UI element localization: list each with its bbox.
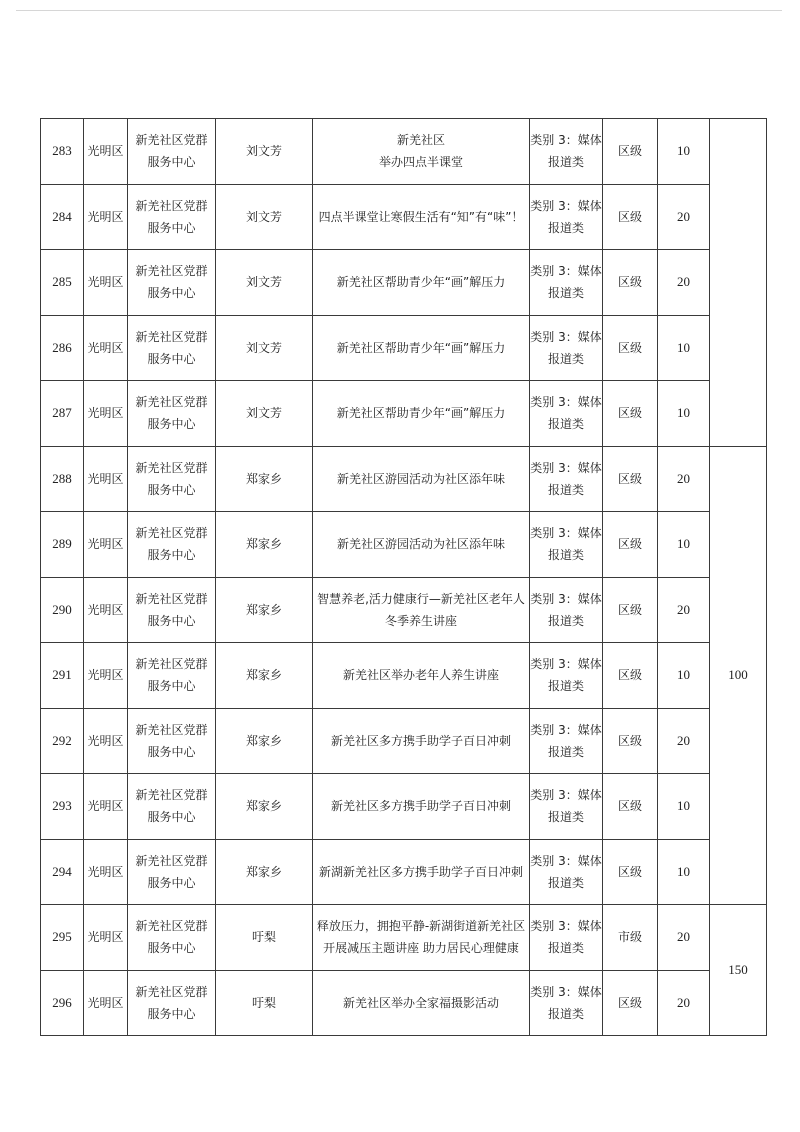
scan-top-rule: [16, 10, 782, 11]
title-cell-line: 新羌社区多方携手助学子百日冲刺: [330, 799, 511, 814]
score-cell: 20: [658, 970, 710, 1036]
unit-cell-line: 服务中心: [147, 744, 196, 759]
title-cell-line: 四点半课堂让寒假生活有“知”有“味”！: [318, 209, 524, 224]
category-cell-line: 报道类: [547, 810, 584, 825]
category-cell: [530, 315, 603, 381]
unit-cell-line: 服务中心: [147, 613, 196, 628]
category-cell-line: 类别 3：媒体: [530, 133, 602, 148]
district-cell: 光明区: [84, 577, 128, 643]
title-cell-line: 新羌社区举办全家福摄影活动: [342, 995, 499, 1010]
unit-cell-line: 服务中心: [147, 482, 196, 497]
unit-cell-line: 新羌社区党群: [135, 591, 208, 606]
score-cell: 20: [658, 708, 710, 774]
title-cell: [313, 905, 530, 971]
district-cell: 光明区: [84, 708, 128, 774]
category-cell: [530, 577, 603, 643]
category-cell-line: 类别 3：媒体: [530, 984, 602, 999]
unit-cell: [128, 643, 216, 709]
table-row: [41, 512, 767, 578]
unit-cell-line: 新羌社区党群: [135, 329, 208, 344]
person-cell: 刘文芳: [216, 381, 313, 447]
title-cell-line: 智慧养老,活力健康行—新羌社区老年人: [317, 591, 525, 606]
title-cell-line: 开展减压主题讲座 助力居民心理健康: [323, 941, 519, 956]
title-cell-line: 新羌社区帮助青少年“画”解压力: [336, 340, 506, 355]
score-cell: 10: [658, 381, 710, 447]
person-cell: 刘文芳: [216, 250, 313, 316]
district-cell: 光明区: [84, 512, 128, 578]
district-cell: 光明区: [84, 774, 128, 840]
level-cell: 区级: [603, 381, 658, 447]
unit-cell-line: 新羌社区党群: [135, 788, 208, 803]
person-cell: 郑家乡: [216, 512, 313, 578]
level-cell: 区级: [603, 708, 658, 774]
row-number: 290: [41, 577, 84, 643]
group-total-cell: 150: [710, 905, 767, 1036]
table-row: [41, 446, 767, 512]
unit-cell-line: 服务中心: [147, 941, 196, 956]
level-cell: 区级: [603, 512, 658, 578]
level-cell: 区级: [603, 839, 658, 905]
row-number: 295: [41, 905, 84, 971]
category-cell-line: 类别 3：媒体: [530, 395, 602, 410]
unit-cell-line: 新羌社区党群: [135, 722, 208, 737]
level-cell: 区级: [603, 774, 658, 840]
person-cell: 郑家乡: [216, 446, 313, 512]
title-cell: [313, 315, 530, 381]
unit-cell-line: 服务中心: [147, 875, 196, 890]
title-cell: [313, 381, 530, 447]
category-cell-line: 类别 3：媒体: [530, 919, 602, 934]
table-row: [41, 250, 767, 316]
category-cell-line: 报道类: [547, 548, 584, 563]
category-cell-line: 类别 3：媒体: [530, 657, 602, 672]
row-number: 284: [41, 184, 84, 250]
score-cell: 10: [658, 119, 710, 185]
person-cell: 吁梨: [216, 905, 313, 971]
unit-cell-line: 新羌社区党群: [135, 919, 208, 934]
category-cell: [530, 774, 603, 840]
category-cell-line: 报道类: [547, 155, 584, 170]
level-cell: 区级: [603, 446, 658, 512]
unit-cell-line: 服务中心: [147, 417, 196, 432]
row-number: 285: [41, 250, 84, 316]
table-row: [41, 708, 767, 774]
group-total-cell: 100: [710, 446, 767, 905]
category-cell: [530, 184, 603, 250]
row-number: 291: [41, 643, 84, 709]
unit-cell-line: 服务中心: [147, 679, 196, 694]
score-cell: 20: [658, 905, 710, 971]
category-cell: [530, 708, 603, 774]
unit-cell: [128, 577, 216, 643]
score-cell: 10: [658, 512, 710, 578]
title-cell: [313, 119, 530, 185]
row-number: 287: [41, 381, 84, 447]
unit-cell: [128, 250, 216, 316]
title-cell: [313, 577, 530, 643]
category-cell: [530, 446, 603, 512]
title-cell-line: 新羌社区多方携手助学子百日冲刺: [330, 733, 511, 748]
unit-cell-line: 服务中心: [147, 548, 196, 563]
category-cell-line: 报道类: [547, 613, 584, 628]
category-cell-line: 报道类: [547, 286, 584, 301]
row-number: 288: [41, 446, 84, 512]
row-number: 286: [41, 315, 84, 381]
title-cell: [313, 774, 530, 840]
unit-cell: [128, 184, 216, 250]
unit-cell-line: 服务中心: [147, 1006, 196, 1021]
unit-cell: [128, 839, 216, 905]
category-cell-line: 类别 3：媒体: [530, 198, 602, 213]
table-row: [41, 905, 767, 971]
person-cell: 刘文芳: [216, 184, 313, 250]
unit-cell: [128, 446, 216, 512]
category-cell-line: 报道类: [547, 1006, 584, 1021]
category-cell-line: 报道类: [547, 220, 584, 235]
table-row: [41, 315, 767, 381]
unit-cell-line: 服务中心: [147, 220, 196, 235]
unit-cell: [128, 512, 216, 578]
unit-cell: [128, 708, 216, 774]
title-cell-line: 新羌社区举办老年人养生讲座: [342, 668, 499, 683]
title-cell: [313, 839, 530, 905]
category-cell-line: 类别 3：媒体: [530, 591, 602, 606]
table-row: [41, 119, 767, 185]
category-cell-line: 报道类: [547, 351, 584, 366]
title-cell-line: 新湖新羌社区多方携手助学子百日冲刺: [318, 864, 523, 879]
title-cell: [313, 643, 530, 709]
table-row: [41, 184, 767, 250]
table-row: [41, 577, 767, 643]
district-cell: 光明区: [84, 119, 128, 185]
category-cell-line: 报道类: [547, 744, 584, 759]
person-cell: 郑家乡: [216, 774, 313, 840]
district-cell: 光明区: [84, 839, 128, 905]
score-cell: 10: [658, 839, 710, 905]
table-row: [41, 643, 767, 709]
row-number: 294: [41, 839, 84, 905]
category-cell: [530, 250, 603, 316]
category-cell-line: 类别 3：媒体: [530, 329, 602, 344]
unit-cell-line: 新羌社区党群: [135, 460, 208, 475]
unit-cell: [128, 381, 216, 447]
unit-cell-line: 新羌社区党群: [135, 657, 208, 672]
unit-cell: [128, 119, 216, 185]
title-cell-line: 举办四点半课堂: [378, 155, 463, 170]
category-cell: [530, 970, 603, 1036]
level-cell: 区级: [603, 643, 658, 709]
title-cell: [313, 970, 530, 1036]
level-cell: 区级: [603, 315, 658, 381]
score-cell: 10: [658, 774, 710, 840]
title-cell: [313, 708, 530, 774]
district-cell: 光明区: [84, 446, 128, 512]
score-cell: 10: [658, 315, 710, 381]
score-cell: 20: [658, 184, 710, 250]
score-cell: 20: [658, 577, 710, 643]
row-number: 283: [41, 119, 84, 185]
category-cell-line: 报道类: [547, 679, 584, 694]
title-cell-line: 新羌社区: [396, 133, 445, 148]
records-table-body: [41, 119, 767, 1036]
title-cell-line: 新羌社区游园活动为社区添年味: [336, 471, 505, 486]
district-cell: 光明区: [84, 905, 128, 971]
row-number: 293: [41, 774, 84, 840]
district-cell: 光明区: [84, 970, 128, 1036]
unit-cell-line: 服务中心: [147, 810, 196, 825]
category-cell-line: 类别 3：媒体: [530, 853, 602, 868]
title-cell-line: 新羌社区帮助青少年“画”解压力: [336, 275, 506, 290]
unit-cell-line: 新羌社区党群: [135, 853, 208, 868]
category-cell: [530, 643, 603, 709]
unit-cell-line: 新羌社区党群: [135, 264, 208, 279]
score-cell: 10: [658, 643, 710, 709]
category-cell-line: 报道类: [547, 941, 584, 956]
table-row: [41, 381, 767, 447]
title-cell: [313, 512, 530, 578]
score-cell: 20: [658, 446, 710, 512]
table-row: [41, 970, 767, 1036]
level-cell: 市级: [603, 905, 658, 971]
category-cell: [530, 905, 603, 971]
group-total-cell: [710, 119, 767, 447]
category-cell: [530, 512, 603, 578]
unit-cell-line: 新羌社区党群: [135, 984, 208, 999]
unit-cell-line: 新羌社区党群: [135, 198, 208, 213]
title-cell: [313, 250, 530, 316]
row-number: 292: [41, 708, 84, 774]
category-cell-line: 报道类: [547, 482, 584, 497]
row-number: 289: [41, 512, 84, 578]
person-cell: 刘文芳: [216, 119, 313, 185]
level-cell: 区级: [603, 970, 658, 1036]
table-row: [41, 839, 767, 905]
district-cell: 光明区: [84, 381, 128, 447]
person-cell: 刘文芳: [216, 315, 313, 381]
level-cell: 区级: [603, 577, 658, 643]
district-cell: 光明区: [84, 250, 128, 316]
category-cell-line: 类别 3：媒体: [530, 788, 602, 803]
person-cell: 郑家乡: [216, 643, 313, 709]
category-cell-line: 类别 3：媒体: [530, 722, 602, 737]
unit-cell-line: 服务中心: [147, 286, 196, 301]
category-cell-line: 类别 3：媒体: [530, 526, 602, 541]
unit-cell-line: 新羌社区党群: [135, 526, 208, 541]
unit-cell: [128, 774, 216, 840]
person-cell: 郑家乡: [216, 839, 313, 905]
category-cell: [530, 839, 603, 905]
unit-cell-line: 服务中心: [147, 351, 196, 366]
category-cell-line: 类别 3：媒体: [530, 460, 602, 475]
category-cell: [530, 119, 603, 185]
level-cell: 区级: [603, 184, 658, 250]
title-cell-line: 冬季养生讲座: [384, 613, 457, 628]
row-number: 296: [41, 970, 84, 1036]
unit-cell-line: 新羌社区党群: [135, 133, 208, 148]
unit-cell-line: 新羌社区党群: [135, 395, 208, 410]
title-cell-line: 新羌社区帮助青少年“画”解压力: [336, 406, 506, 421]
district-cell: 光明区: [84, 184, 128, 250]
category-cell-line: 报道类: [547, 417, 584, 432]
title-cell: [313, 184, 530, 250]
level-cell: 区级: [603, 119, 658, 185]
unit-cell: [128, 315, 216, 381]
title-cell-line: 释放压力，拥抱平静-新湖街道新羌社区: [316, 919, 526, 934]
score-cell: 20: [658, 250, 710, 316]
unit-cell: [128, 905, 216, 971]
unit-cell-line: 服务中心: [147, 155, 196, 170]
district-cell: 光明区: [84, 643, 128, 709]
category-cell-line: 类别 3：媒体: [530, 264, 602, 279]
title-cell-line: 新羌社区游园活动为社区添年味: [336, 537, 505, 552]
title-cell: [313, 446, 530, 512]
person-cell: 吁梨: [216, 970, 313, 1036]
unit-cell: [128, 970, 216, 1036]
table-row: [41, 774, 767, 840]
person-cell: 郑家乡: [216, 577, 313, 643]
records-table: [40, 118, 767, 1036]
category-cell: [530, 381, 603, 447]
category-cell-line: 报道类: [547, 875, 584, 890]
level-cell: 区级: [603, 250, 658, 316]
district-cell: 光明区: [84, 315, 128, 381]
person-cell: 郑家乡: [216, 708, 313, 774]
